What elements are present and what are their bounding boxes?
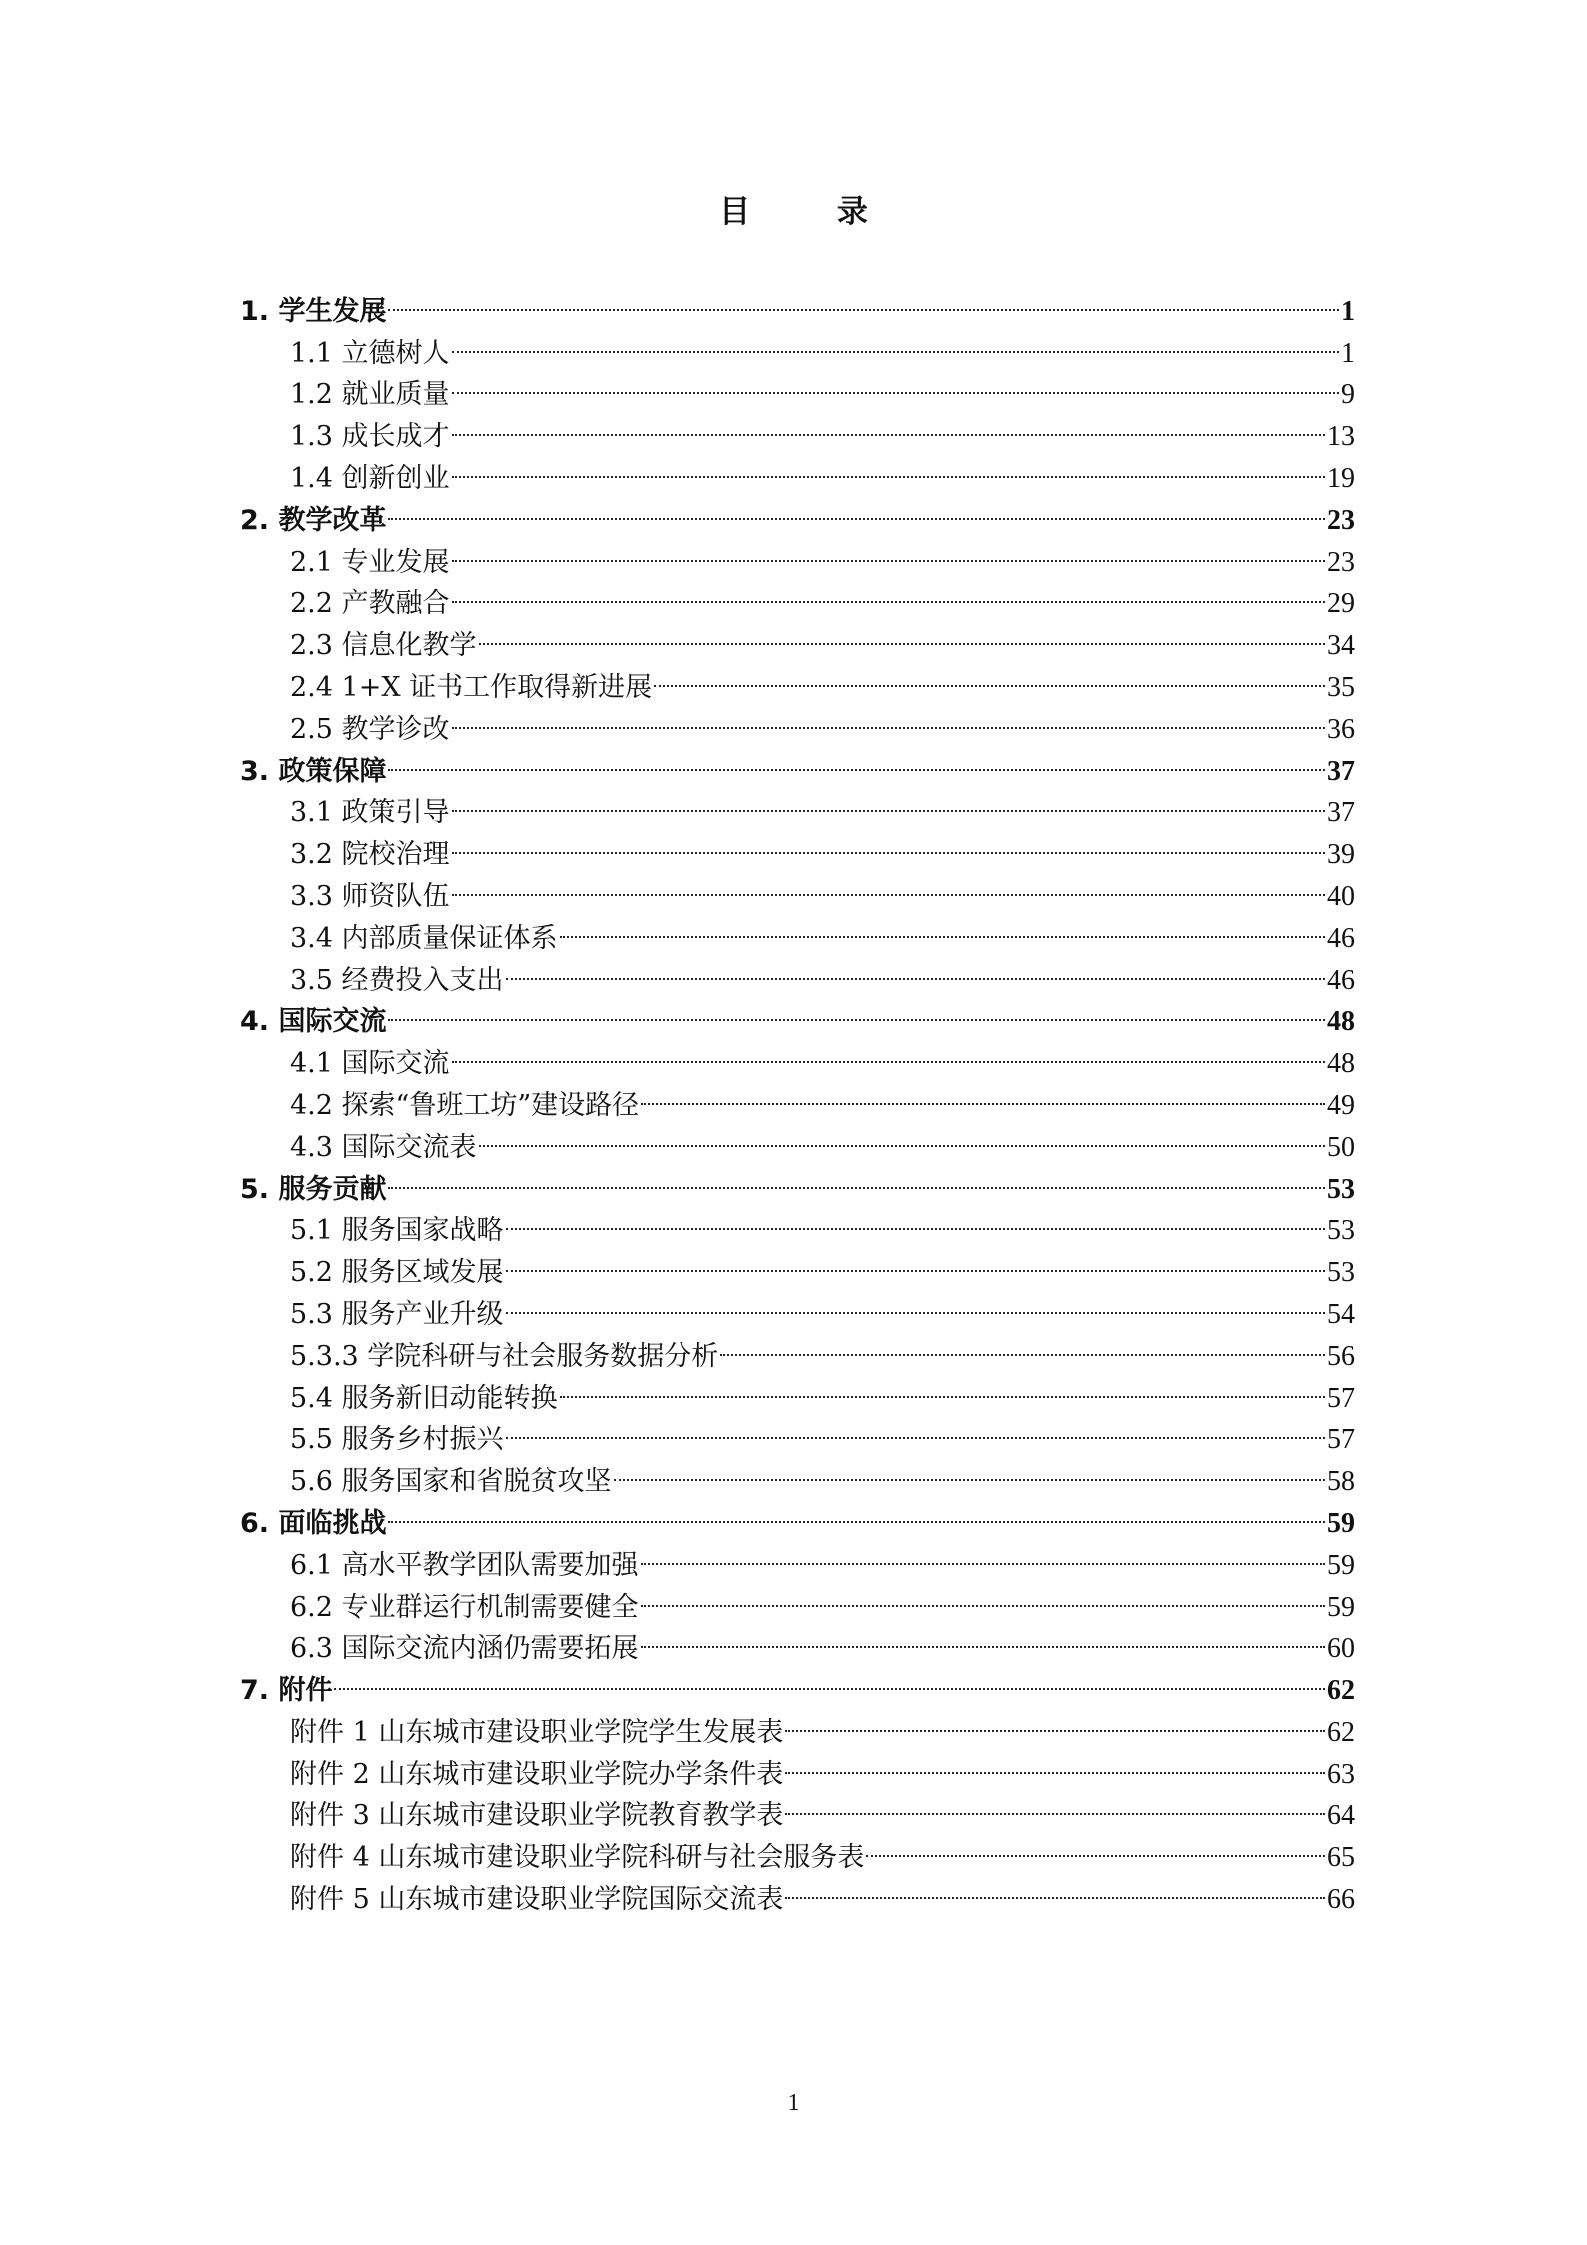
toc-dot-leader [388, 989, 1325, 1031]
toc-entry-page-number: 50 [1327, 1131, 1355, 1163]
toc-dot-leader [452, 780, 1325, 822]
toc-entry-page-number: 48 [1327, 1006, 1355, 1038]
toc-entry-title: 6.3 国际交流内涵仍需要拓展 [290, 1633, 639, 1665]
toc-dot-leader [654, 654, 1325, 696]
toc-entry-page-number: 63 [1327, 1758, 1355, 1790]
toc-dot-leader [452, 529, 1325, 571]
toc-dot-leader [560, 1365, 1325, 1407]
toc-entry-title: 4.2 探索“鲁班工坊”建设路径 [290, 1089, 640, 1121]
toc-entry-title: 4. 国际交流 [240, 1006, 387, 1038]
toc-entry-page-number: 64 [1327, 1800, 1355, 1832]
toc-dot-leader [452, 696, 1325, 738]
toc-entry-page-number: 23 [1327, 504, 1355, 536]
toc-dot-leader [452, 362, 1339, 404]
toc-dot-leader [452, 821, 1325, 863]
toc-subsection-entry[interactable] [240, 1699, 1355, 1748]
toc-entry-page-number: 62 [1327, 1675, 1355, 1707]
toc-entry-page-number: 34 [1327, 630, 1355, 662]
toc-entry-page-number: 36 [1327, 713, 1355, 745]
toc-dot-leader [785, 1741, 1325, 1783]
toc-entry-title: 3.5 经费投入支出 [290, 964, 504, 996]
page-number: 1 [787, 2090, 800, 2116]
toc-dot-leader [452, 571, 1325, 613]
toc-entry-page-number: 53 [1327, 1215, 1355, 1247]
toc-entry-title: 附件 1 山东城市建设职业学院学生发展表 [290, 1716, 784, 1748]
toc-dot-leader [479, 1114, 1325, 1156]
toc-entry-title: 5.2 服务区域发展 [290, 1257, 504, 1289]
toc-entry-page-number: 53 [1327, 1173, 1355, 1205]
toc-entry-title: 5.3.3 学院科研与社会服务数据分析 [290, 1340, 719, 1372]
toc-dot-leader [452, 1030, 1325, 1072]
toc-entry-page-number: 13 [1327, 421, 1355, 453]
toc-entry-title: 2.3 信息化教学 [290, 630, 477, 662]
toc-entry-title: 1.1 立德树人 [290, 337, 450, 369]
table-of-contents [240, 278, 1355, 1916]
toc-dot-leader [388, 278, 1339, 320]
toc-dot-leader [452, 403, 1325, 445]
toc-entry-title: 5.1 服务国家战略 [290, 1215, 504, 1247]
page-title: 目 录 [719, 194, 906, 230]
toc-entry-title: 6.2 专业群运行机制需要健全 [290, 1591, 639, 1623]
toc-entry-page-number: 66 [1327, 1884, 1355, 1916]
toc-dot-leader [388, 1490, 1325, 1532]
toc-entry-page-number: 48 [1327, 1048, 1355, 1080]
toc-dot-leader [506, 1407, 1325, 1449]
toc-subsection-entry[interactable] [240, 1198, 1355, 1247]
toc-dot-leader [452, 445, 1325, 487]
toc-entry-title: 附件 5 山东城市建设职业学院国际交流表 [290, 1884, 784, 1916]
toc-entry-title: 2. 教学改革 [240, 504, 387, 536]
toc-entry-title: 6.1 高水平教学团队需要加强 [290, 1549, 639, 1581]
toc-entry-page-number: 23 [1327, 546, 1355, 578]
toc-dot-leader [506, 947, 1325, 989]
toc-entry-title: 3.4 内部质量保证体系 [290, 922, 558, 954]
toc-section-entry[interactable] [240, 989, 1355, 1038]
toc-entry-title: 1. 学生发展 [240, 295, 387, 327]
toc-dot-leader [614, 1448, 1325, 1490]
toc-entry-page-number: 29 [1327, 588, 1355, 620]
toc-entry-page-number: 59 [1327, 1591, 1355, 1623]
toc-entry-page-number: 1 [1341, 337, 1355, 369]
toc-section-entry[interactable] [240, 278, 1355, 327]
toc-entry-page-number: 60 [1327, 1633, 1355, 1665]
toc-dot-leader [720, 1323, 1325, 1365]
toc-dot-leader [506, 1281, 1325, 1323]
toc-entry-title: 1.3 成长成才 [290, 421, 450, 453]
toc-entry-page-number: 65 [1327, 1842, 1355, 1874]
toc-entry-title: 2.4 1+X 证书工作取得新进展 [290, 671, 653, 703]
toc-dot-leader [641, 1532, 1325, 1574]
toc-entry-title: 2.1 专业发展 [290, 546, 450, 578]
toc-dot-leader [388, 487, 1325, 529]
toc-entry-title: 5. 服务贡献 [240, 1173, 387, 1205]
toc-section-entry[interactable] [240, 1657, 1355, 1707]
toc-entry-page-number: 37 [1327, 797, 1355, 829]
toc-section-entry[interactable] [240, 1490, 1355, 1539]
toc-entry-page-number: 57 [1327, 1424, 1355, 1456]
toc-entry-title: 3. 政策保障 [240, 755, 387, 787]
toc-entry-title: 2.5 教学诊改 [290, 713, 450, 745]
toc-entry-title: 5.3 服务产业升级 [290, 1298, 504, 1330]
toc-entry-title: 5.4 服务新旧动能转换 [290, 1382, 558, 1414]
toc-dot-leader [785, 1699, 1325, 1741]
toc-entry-title: 2.2 产教融合 [290, 588, 450, 620]
toc-entry-page-number: 9 [1341, 379, 1355, 411]
toc-entry-page-number: 37 [1327, 755, 1355, 787]
toc-dot-leader [866, 1824, 1325, 1866]
toc-entry-page-number: 58 [1327, 1466, 1355, 1498]
toc-entry-page-number: 40 [1327, 880, 1355, 912]
toc-dot-leader [785, 1866, 1325, 1908]
toc-dot-leader [560, 905, 1325, 947]
toc-entry-page-number: 46 [1327, 964, 1355, 996]
toc-dot-leader [785, 1783, 1325, 1825]
toc-dot-leader [479, 612, 1325, 654]
toc-entry-page-number: 54 [1327, 1298, 1355, 1330]
toc-entry-page-number: 53 [1327, 1257, 1355, 1289]
toc-section-entry[interactable] [240, 487, 1355, 536]
toc-subsection-entry[interactable] [240, 1030, 1355, 1080]
toc-entry-page-number: 39 [1327, 839, 1355, 871]
toc-subsection-entry[interactable] [240, 320, 1355, 369]
toc-dot-leader [506, 1239, 1325, 1281]
toc-dot-leader [452, 320, 1339, 362]
toc-subsection-entry[interactable] [240, 1532, 1355, 1581]
toc-dot-leader [388, 1156, 1325, 1198]
toc-entry-title: 7. 附件 [240, 1675, 333, 1707]
toc-entry-page-number: 59 [1327, 1507, 1355, 1539]
toc-entry-page-number: 56 [1327, 1340, 1355, 1372]
toc-entry-title: 3.1 政策引导 [290, 797, 450, 829]
toc-entry-title: 5.6 服务国家和省脱贫攻坚 [290, 1466, 612, 1498]
toc-subsection-entry[interactable] [240, 780, 1355, 829]
toc-entry-title: 1.2 就业质量 [290, 379, 450, 411]
toc-entry-title: 附件 2 山东城市建设职业学院办学条件表 [290, 1758, 784, 1790]
toc-entry-title: 3.2 院校治理 [290, 839, 450, 871]
toc-entry-title: 5.5 服务乡村振兴 [290, 1424, 504, 1456]
toc-dot-leader [388, 738, 1325, 780]
toc-entry-title: 4.1 国际交流 [290, 1048, 450, 1080]
toc-entry-page-number: 35 [1327, 671, 1355, 703]
toc-entry-page-number: 62 [1327, 1716, 1355, 1748]
toc-dot-leader [334, 1657, 1325, 1699]
toc-dot-leader [506, 1198, 1325, 1240]
toc-entry-page-number: 57 [1327, 1382, 1355, 1414]
toc-entry-title: 4.3 国际交流表 [290, 1131, 477, 1163]
toc-dot-leader [641, 1574, 1325, 1616]
toc-entry-title: 3.3 师资队伍 [290, 880, 450, 912]
toc-entry-page-number: 19 [1327, 462, 1355, 494]
toc-entry-page-number: 1 [1341, 295, 1355, 327]
toc-section-entry[interactable] [240, 738, 1355, 787]
toc-subsection-entry[interactable] [240, 529, 1355, 578]
toc-dot-leader [641, 1616, 1325, 1658]
toc-entry-page-number: 59 [1327, 1549, 1355, 1581]
toc-entry-title: 1.4 创新创业 [290, 462, 450, 494]
toc-dot-leader [452, 863, 1325, 905]
toc-entry-title: 附件 4 山东城市建设职业学院科研与社会服务表 [290, 1842, 865, 1874]
toc-entry-title: 6. 面临挑战 [240, 1507, 387, 1539]
toc-section-entry[interactable] [240, 1156, 1355, 1205]
toc-entry-page-number: 46 [1327, 922, 1355, 954]
toc-dot-leader [641, 1072, 1325, 1114]
toc-entry-page-number: 49 [1327, 1089, 1355, 1121]
toc-entry-title: 附件 3 山东城市建设职业学院教育教学表 [290, 1800, 784, 1832]
